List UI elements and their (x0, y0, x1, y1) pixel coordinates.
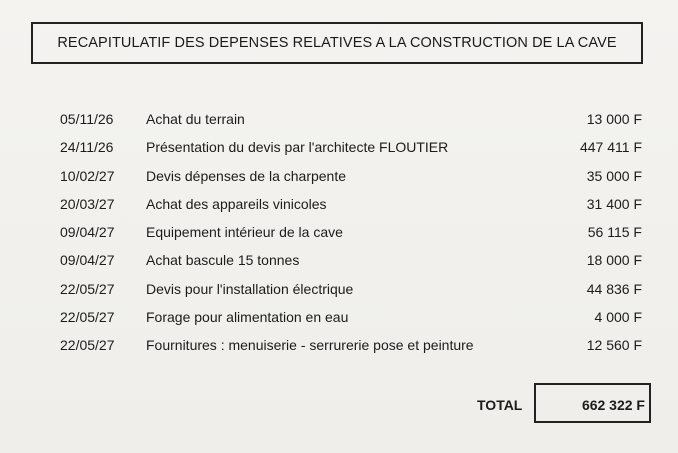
expense-date: 22/05/27 (60, 309, 115, 326)
expense-date: 05/11/26 (60, 111, 114, 127)
expense-date: 22/05/27 (60, 337, 115, 354)
expense-row (0, 275, 678, 303)
expense-amount: 447 411 F (579, 139, 642, 156)
expense-amount: 18 000 F (586, 252, 642, 269)
expense-list (0, 105, 678, 360)
expense-description: Forage pour alimentation en eau (146, 309, 349, 326)
expense-date: 09/04/27 (60, 224, 115, 241)
expense-row (0, 331, 678, 359)
expense-date: 20/03/27 (60, 195, 115, 212)
total-box (534, 383, 651, 423)
expense-description: Achat des appareils vinicoles (146, 195, 327, 212)
document-title-box (31, 22, 643, 64)
expense-row (0, 218, 678, 246)
expense-date: 24/11/26 (60, 139, 114, 156)
expense-amount: 35 000 F (586, 167, 642, 184)
expense-amount: 13 000 F (586, 111, 642, 127)
total-value: 662 322 F (581, 397, 645, 413)
expense-row (0, 162, 678, 190)
expense-description: Devis dépenses de la charpente (146, 167, 347, 184)
expense-amount: 44 836 F (586, 280, 642, 297)
total-label: TOTAL (477, 397, 523, 413)
expense-row (0, 190, 678, 218)
expense-row (0, 246, 678, 274)
expense-amount: 4 000 F (594, 309, 642, 326)
expense-date: 10/02/27 (60, 167, 115, 184)
expense-date: 22/05/27 (60, 280, 115, 297)
expense-description: Equipement intérieur de la cave (146, 224, 343, 241)
expense-description: Achat du terrain (146, 111, 245, 127)
expense-description: Devis pour l'installation électrique (146, 280, 354, 297)
expense-amount: 12 560 F (586, 337, 642, 354)
expense-row (0, 105, 678, 133)
expense-description: Présentation du devis par l'architecte FLOUTIER (146, 139, 449, 156)
document-title: RECAPITULATIF DES DEPENSES RELATIVES A LA CONSTRUCTION DE LA CAVE (57, 35, 617, 51)
expense-amount: 31 400 F (586, 195, 642, 212)
expense-row (0, 303, 678, 331)
expense-row (0, 133, 678, 161)
expense-amount: 56 115 F (587, 224, 642, 241)
expense-description: Achat bascule 15 tonnes (146, 252, 300, 269)
expense-date: 09/04/27 (60, 252, 115, 269)
expense-description: Fournitures : menuiserie - serrurerie pose et peinture (146, 337, 474, 354)
